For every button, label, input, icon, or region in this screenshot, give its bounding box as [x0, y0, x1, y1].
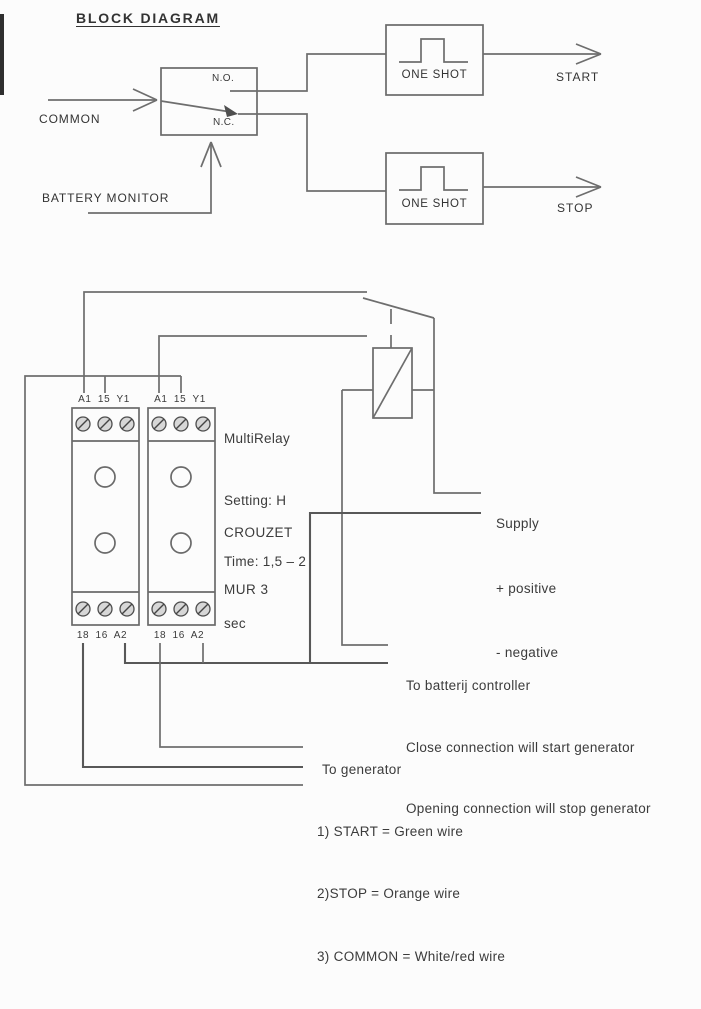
- aux-switch-blade-line: [363, 298, 434, 318]
- battery-note-line: Close connection will start generator: [406, 739, 635, 755]
- wire-15-terminal-drops: [105, 376, 181, 393]
- pulse-icon: [399, 167, 468, 190]
- relay-note-line: Time: 1,5 – 2: [224, 554, 307, 569]
- module2-indicator-circle: [171, 533, 191, 553]
- module2-indicator-circle: [171, 467, 191, 487]
- module1-top-terminals-label: A1 15 Y1: [78, 394, 130, 405]
- module2-screw-terminals: [152, 417, 210, 616]
- relay-coil-diagonal: [373, 348, 412, 418]
- relay-note-line: MUR 3: [224, 582, 269, 597]
- pulse-icon: [399, 39, 468, 62]
- battery-note-line: To batterij controller: [406, 678, 531, 693]
- one-shot-top-label: ONE SHOT: [401, 69, 468, 81]
- stop-output-label: STOP: [557, 201, 594, 215]
- generator-note-line: 3) COMMON = White/red wire: [317, 948, 506, 964]
- wire-coil-to-battery-controller: [342, 390, 388, 645]
- one-shot-top-box: [386, 25, 483, 95]
- generator-note-line: 1) START = Green wire: [317, 823, 464, 839]
- relay-blade-arrowhead-icon: [224, 105, 238, 117]
- generator-note-title: To generator: [322, 761, 402, 777]
- relay-note-line: MultiRelay: [224, 431, 291, 446]
- relay-module1-terminal-dividers: [72, 441, 139, 592]
- module1-screw-terminals: [76, 417, 134, 616]
- module2-bottom-terminals-label: 18 16 A2: [153, 630, 205, 641]
- wire-module2-a1-feed: [159, 336, 367, 393]
- scan-artifact-bar: [0, 14, 4, 95]
- relay-note-line: Setting: H: [224, 492, 287, 508]
- nc-contact-wire: [238, 114, 386, 191]
- relay-contact-box: [161, 68, 257, 135]
- supply-note-line: Supply: [496, 516, 540, 531]
- one-shot-bottom-box: [386, 153, 483, 224]
- relay-module2-terminal-dividers: [148, 441, 215, 592]
- module1-bottom-terminals-label: 18 16 A2: [76, 630, 128, 641]
- generator-note-line: 2)STOP = Orange wire: [317, 886, 461, 902]
- block-diagram-title: BLOCK DIAGRAM: [76, 10, 220, 26]
- module2-top-terminals-label: A1 15 Y1: [154, 394, 206, 405]
- relay-model-note: [224, 485, 293, 637]
- wire-module1-a1-feed: [84, 292, 367, 393]
- module1-indicator-circle: [95, 533, 115, 553]
- battery-monitor-label: BATTERY MONITOR: [42, 191, 170, 205]
- start-output-label: START: [556, 70, 600, 84]
- supply-note-line: + positive: [496, 580, 557, 596]
- no-contact-wire: [230, 54, 386, 91]
- module1-indicator-circle: [95, 467, 115, 487]
- relay-nc-label: N.C.: [213, 117, 235, 128]
- battery-note-line: Opening connection will stop generator: [406, 801, 651, 816]
- supply-note-line: - negative: [496, 645, 559, 660]
- relay-note-line: sec: [224, 615, 246, 631]
- wire-switch-to-supply-positive: [434, 318, 481, 493]
- relay-note-line: CROUZET: [224, 525, 293, 540]
- one-shot-bottom-label: ONE SHOT: [401, 198, 468, 210]
- generator-wiring-note: [317, 718, 505, 1009]
- common-input-label: COMMON: [39, 112, 101, 126]
- relay-no-label: N.O.: [212, 73, 235, 84]
- relay-blade-line: [161, 101, 231, 112]
